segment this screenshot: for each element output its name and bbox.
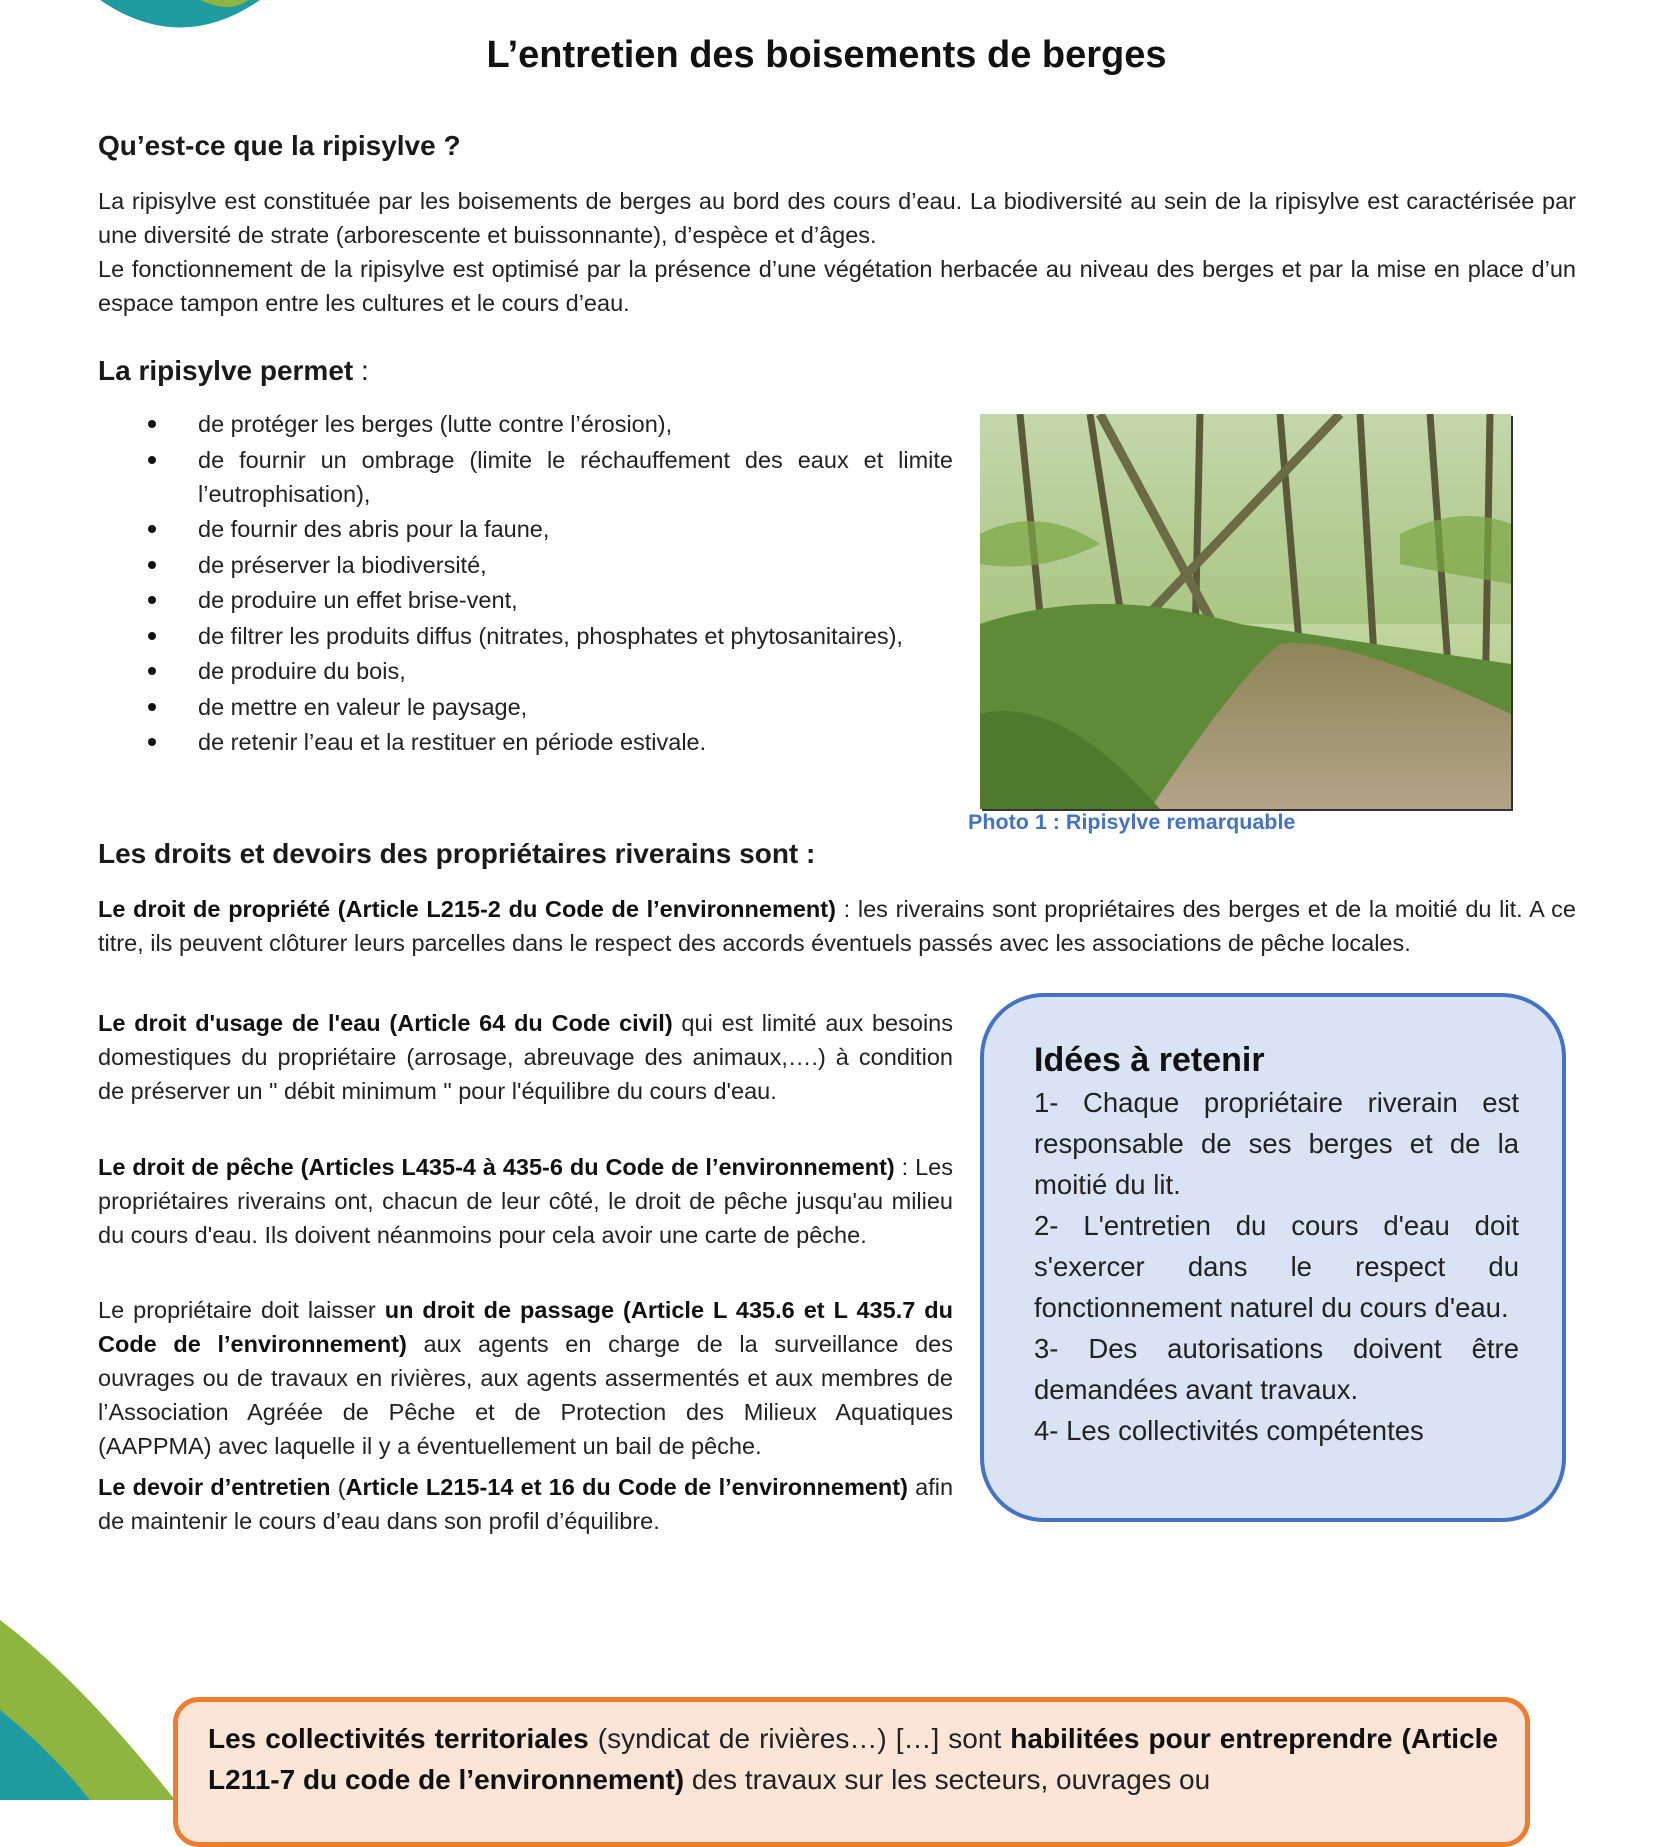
heading-ripisylve-allows-colon: : bbox=[353, 355, 369, 386]
right-of-way-pre: Le propriétaire doit laisser bbox=[98, 1297, 385, 1323]
bottom-left-wave-decoration bbox=[0, 1620, 180, 1800]
page-title: L’entretien des boisements de berges bbox=[486, 34, 1167, 76]
key-idea-item: 2- L'entretien du cours d'eau doit s'exercer dans le respect du fonctionnement naturel du cours d'eau. bbox=[1034, 1210, 1519, 1323]
paragraph-right-of-way bbox=[98, 1293, 953, 1463]
paragraph-water-use-right bbox=[98, 1006, 953, 1108]
paragraph-property-right bbox=[98, 892, 1576, 960]
paragraph-functioning: Le fonctionnement de la ripisylve est optimisé par la présence d’une végétation herbacée au niveau des berges et par la mise en place d’un espace tampon entre les cultures et le cours d’eau. bbox=[98, 256, 1576, 316]
list-item: de protéger les berges (lutte contre l’érosion), bbox=[98, 407, 953, 441]
heading-ripisylve-allows bbox=[98, 355, 369, 387]
collectivities-text bbox=[208, 1718, 1498, 1800]
list-item: de filtrer les produits diffus (nitrates, phosphates et phytosanitaires), bbox=[98, 619, 953, 653]
list-item: de produire un effet brise-vent, bbox=[98, 583, 953, 617]
key-idea-item: 4- Les collectivités compétentes bbox=[1034, 1415, 1424, 1446]
paragraph-maintenance-duty bbox=[98, 1470, 953, 1538]
heading-ripisylve-allows-bold: La ripisylve permet bbox=[98, 355, 354, 386]
top-logo-decoration bbox=[80, 0, 280, 32]
water-use-right-text: qui est limité aux besoins domestiques du propriétaire (arrosage, abreuvage des animaux,….) à condition de préserver un " débit minimum " pour l'équilibre du cours d'eau. bbox=[98, 1010, 953, 1104]
collectivities-bold-1: Les collectivités territoriales bbox=[208, 1723, 589, 1754]
maintenance-duty-text: afin de maintenir le cours d’eau dans son profil d’équilibre. bbox=[98, 1474, 954, 1534]
right-of-way-bold: un droit de passage (Article L 435.6 et L 435.7 du Code de l’environnement) bbox=[98, 1297, 953, 1357]
heading-what-is-ripisylve: Qu’est-ce que la ripisylve ? bbox=[98, 130, 461, 161]
right-of-way-text: aux agents en charge de la surveillance des ouvrages ou de travaux en rivières, aux agents assermentés et aux membres de l’Association Agréée de Pêche et de Protection des Milieux Aquatiques (AAPPMA) avec laquelle il y a éventuellement un bail de pêche. bbox=[98, 1331, 953, 1459]
fishing-right-text: : Les propriétaires riverains ont, chacun de leur côté, le droit de pêche jusqu'au milieu du cours d'eau. Ils doivent néanmoins pour cela avoir une carte de pêche. bbox=[98, 1154, 953, 1248]
property-right-bold: Le droit de propriété (Article L215-2 du Code de l’environnement) bbox=[98, 896, 836, 922]
list-item: de produire du bois, bbox=[98, 654, 953, 688]
property-right-text: : les riverains sont propriétaires des berges et de la moitié du lit. A ce titre, ils peuvent clôturer leurs parcelles dans le respect des accords éventuels passés avec les associations de pêche locales. bbox=[98, 896, 1576, 956]
photo-caption: Photo 1 : Ripisylve remarquable bbox=[968, 810, 1296, 834]
maintenance-duty-bold-article: Article L215-14 et 16 du Code de l’environnement) bbox=[345, 1474, 908, 1500]
fishing-right-bold: Le droit de pêche (Articles L435-4 à 435-6 du Code de l’environnement) bbox=[98, 1154, 895, 1180]
ripisylve-photo bbox=[980, 414, 1511, 809]
key-idea-item: 1- Chaque propriétaire riverain est responsable de ses berges et de la moitié du lit. bbox=[1034, 1087, 1519, 1200]
maintenance-duty-bold: Le devoir d’entretien bbox=[98, 1474, 331, 1500]
paragraph-definition: La ripisylve est constituée par les boisements de berges au bord des cours d’eau. La biodiversité au sein de la ripisylve est caractérisée par une diversité de strate (arborescente et buissonnante), d’espèce et d’âges. bbox=[98, 188, 1576, 248]
key-ideas-box bbox=[980, 993, 1566, 1522]
water-use-right-bold: Le droit d'usage de l'eau (Article 64 du Code civil) bbox=[98, 1010, 673, 1036]
list-item: de mettre en valeur le paysage, bbox=[98, 690, 953, 724]
paragraph-fishing-right bbox=[98, 1150, 953, 1252]
key-idea-item: 3- Des autorisations doivent être demandées avant travaux. bbox=[1034, 1333, 1519, 1405]
heading-rights-duties: Les droits et devoirs des propriétaires riverains sont : bbox=[98, 838, 816, 869]
list-item: de préserver la biodiversité, bbox=[98, 548, 953, 582]
list-item: de fournir un ombrage (limite le réchauffement des eaux et limite l’eutrophisation), bbox=[98, 443, 953, 511]
collectivities-text-2: des travaux sur les secteurs, ouvrages ou bbox=[684, 1764, 1211, 1795]
collectivities-box bbox=[173, 1697, 1530, 1847]
collectivities-bold-2: habilitées pour entreprendre (Article L211-7 du code de l’environnement) bbox=[208, 1723, 1499, 1795]
maintenance-duty-paren: ( bbox=[330, 1474, 346, 1500]
key-ideas-list bbox=[1034, 1082, 1519, 1451]
key-ideas-title: Idées à retenir bbox=[1034, 1041, 1265, 1079]
list-item: de fournir des abris pour la faune, bbox=[98, 512, 953, 546]
collectivities-text-1: (syndicat de rivières…) […] sont bbox=[588, 1723, 1011, 1754]
list-item: de retenir l’eau et la restituer en période estivale. bbox=[98, 725, 953, 759]
benefits-list bbox=[98, 407, 953, 761]
